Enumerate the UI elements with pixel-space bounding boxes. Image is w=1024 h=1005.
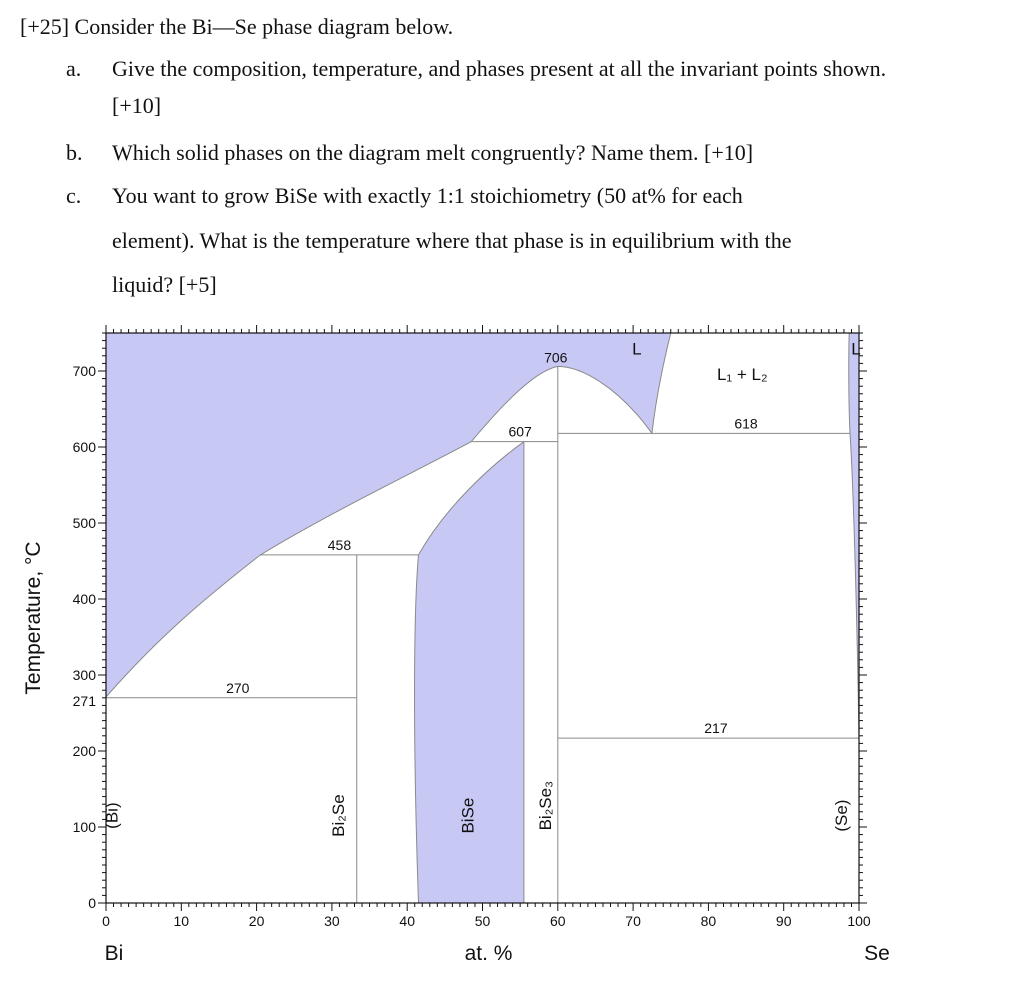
y-tick-label: 700 <box>72 363 96 379</box>
maximum-label-706: 706 <box>544 349 568 366</box>
isotherm-label-618: 618 <box>734 415 758 432</box>
phase-label-liquid: L <box>632 339 642 359</box>
item-c-text-line3: liquid? [+5] <box>112 272 217 297</box>
x-tick-label: 50 <box>474 913 491 929</box>
y-tick-label: 100 <box>72 819 96 835</box>
item-c-text-line2: element). What is the temperature where that phase is in equilibrium with the <box>112 228 792 253</box>
x-axis-title: at. % <box>464 942 513 965</box>
phase-label-bi2se: Bi₂Se <box>328 794 348 837</box>
item-a-text-line2: [+10] <box>112 93 162 118</box>
y-tick-label-extra: 271 <box>72 693 96 710</box>
x-tick-label: 40 <box>399 913 415 929</box>
x-tick-label: 10 <box>173 913 190 929</box>
y-tick-label: 500 <box>72 515 96 531</box>
isotherm-label-270: 270 <box>226 679 250 696</box>
isotherm-label-217: 217 <box>704 720 728 737</box>
x-tick-label: 100 <box>847 913 871 929</box>
phase-label-bi2se3: Bi₂Se₃ <box>536 780 555 831</box>
item-a-letter: a. <box>66 56 82 81</box>
phase-label-bi: (Bi) <box>102 802 122 829</box>
x-tick-label: 0 <box>102 913 110 929</box>
y-tick-label: 0 <box>88 895 96 911</box>
isotherm-label-607: 607 <box>508 423 532 440</box>
phase-label-liquid-se: L <box>851 339 861 359</box>
x-tick-label: 30 <box>324 913 340 929</box>
phase-label-se: (Se) <box>832 799 851 832</box>
item-b-letter: b. <box>66 140 83 165</box>
right-element-label: Se <box>864 942 890 965</box>
liquid-region <box>106 333 671 697</box>
x-tick-label: 90 <box>775 913 792 929</box>
phase-label-bise: BiSe <box>458 797 478 834</box>
item-b-text: Which solid phases on the diagram melt congruently? Name them. [+10] <box>112 140 754 165</box>
item-a-text-line1: Give the composition, temperature, and phases present at all the invariant points shown. <box>112 56 887 81</box>
y-tick-label: 300 <box>72 667 96 683</box>
question-header: [+25] Consider the Bi—Se phase diagram below. <box>20 14 454 39</box>
item-c-letter: c. <box>66 183 82 208</box>
x-tick-label: 70 <box>625 913 641 929</box>
left-element-label: Bi <box>104 942 124 965</box>
y-tick-label: 200 <box>72 743 96 759</box>
phase-label-l1-l2: L₁ + L₂ <box>716 365 768 385</box>
y-tick-label: 600 <box>72 439 96 455</box>
x-tick-label: 20 <box>248 913 265 929</box>
x-tick-label: 60 <box>550 913 566 929</box>
x-tick-label: 80 <box>700 913 717 929</box>
y-tick-label: 400 <box>72 591 96 607</box>
isotherm-label-458: 458 <box>327 536 352 553</box>
se-liquid-region <box>849 333 859 738</box>
y-axis-title: Temperature, °C <box>22 541 45 695</box>
item-c-text-line1: You want to grow BiSe with exactly 1:1 stoichiometry (50 at% for each <box>112 183 743 208</box>
